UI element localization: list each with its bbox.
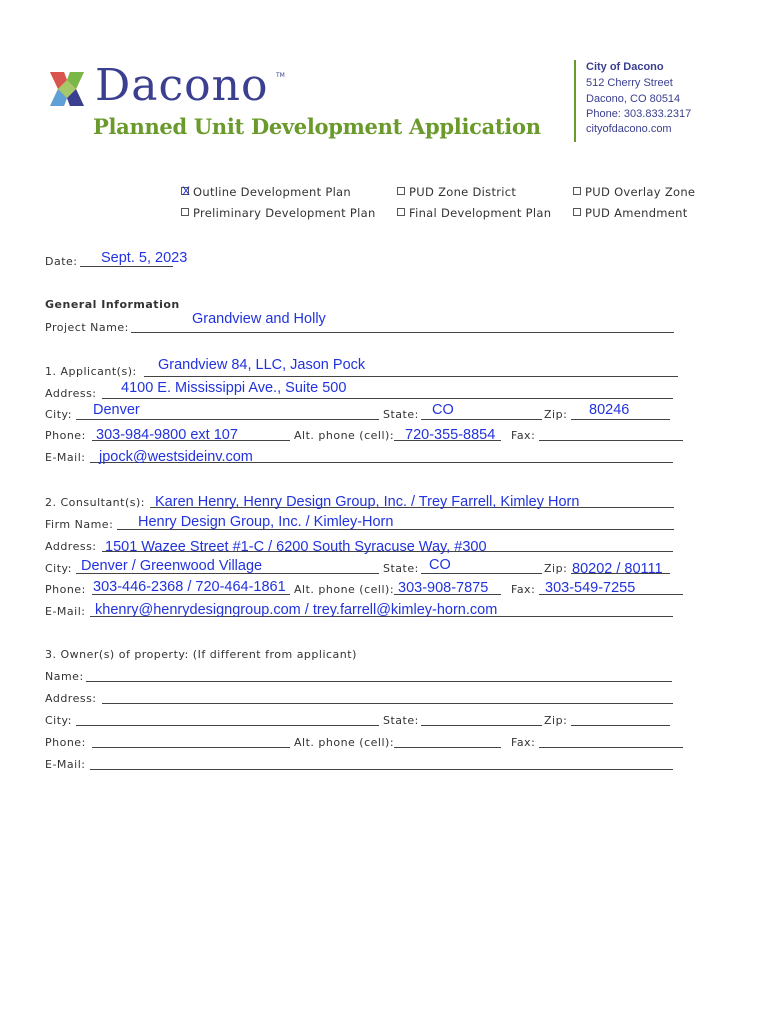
project-name-label: Project Name: bbox=[45, 321, 129, 334]
owner-state-label: State: bbox=[383, 714, 419, 727]
consultant-alt-phone-label: Alt. phone (cell): bbox=[294, 583, 395, 596]
dacono-logo-icon bbox=[46, 68, 88, 110]
contact-name: City of Dacono bbox=[586, 61, 664, 73]
owner-state-field[interactable] bbox=[421, 725, 542, 726]
option-outline-development-plan[interactable]: Outline Development Plan bbox=[181, 185, 351, 199]
applicant-name-field[interactable]: Grandview 84, LLC, Jason Pock bbox=[158, 357, 366, 373]
consultant-alt-phone-field[interactable]: 303-908-7875 bbox=[398, 580, 489, 596]
checkbox-icon[interactable] bbox=[397, 187, 405, 195]
consultant-address-field[interactable]: 1501 Wazee Street #1-C / 6200 South Syracuse Way, #300 bbox=[105, 539, 487, 555]
project-name-line bbox=[131, 332, 674, 333]
applicant-city-field[interactable]: Denver bbox=[93, 402, 140, 418]
consultant-city-label: City: bbox=[45, 562, 72, 575]
consultant-zip-label: Zip: bbox=[544, 562, 568, 575]
owner-email-label: E-Mail: bbox=[45, 758, 86, 771]
owner-zip-field[interactable] bbox=[571, 725, 670, 726]
applicant-name-line bbox=[144, 376, 678, 377]
consultant-fax-field[interactable]: 303-549-7255 bbox=[545, 580, 636, 596]
applicant-zip-label: Zip: bbox=[544, 408, 568, 421]
applicant-zip-line bbox=[571, 419, 670, 420]
applicant-alt-phone-label: Alt. phone (cell): bbox=[294, 429, 395, 442]
consultant-phone-field[interactable]: 303-446-2368 / 720-464-1861 bbox=[93, 579, 286, 595]
consultant-email-label: E-Mail: bbox=[45, 605, 86, 618]
applicant-address-label: Address: bbox=[45, 387, 97, 400]
applicant-state-field[interactable]: CO bbox=[432, 402, 454, 418]
checkbox-icon[interactable] bbox=[397, 208, 405, 216]
owner-phone-field[interactable] bbox=[92, 747, 290, 748]
applicant-heading: 1. Applicant(s): bbox=[45, 365, 137, 378]
checkbox-icon[interactable] bbox=[573, 208, 581, 216]
contact-phone: Phone: 303.833.2317 bbox=[586, 108, 692, 120]
owner-fax-label: Fax: bbox=[511, 736, 536, 749]
applicant-fax-label: Fax: bbox=[511, 429, 536, 442]
contact-website[interactable]: cityofdacono.com bbox=[586, 123, 672, 135]
consultant-name-field[interactable]: Karen Henry, Henry Design Group, Inc. / Trey Farrell, Kimley Horn bbox=[155, 494, 580, 510]
applicant-phone-field[interactable]: 303-984-9800 ext 107 bbox=[96, 427, 238, 443]
owner-alt-phone-field[interactable] bbox=[394, 747, 501, 748]
applicant-phone-label: Phone: bbox=[45, 429, 86, 442]
owner-email-field[interactable] bbox=[90, 769, 673, 770]
applicant-address-field[interactable]: 4100 E. Mississippi Ave., Suite 500 bbox=[121, 380, 347, 396]
consultant-fax-label: Fax: bbox=[511, 583, 536, 596]
owner-address-label: Address: bbox=[45, 692, 97, 705]
applicant-state-label: State: bbox=[383, 408, 419, 421]
option-final-development-plan[interactable]: Final Development Plan bbox=[397, 206, 551, 220]
owner-heading: 3. Owner(s) of property: (If different from applicant) bbox=[45, 648, 357, 661]
consultant-state-field[interactable]: CO bbox=[429, 557, 451, 573]
option-pud-zone-district[interactable]: PUD Zone District bbox=[397, 185, 516, 199]
applicant-state-line bbox=[421, 419, 542, 420]
consultant-state-label: State: bbox=[383, 562, 419, 575]
applicant-alt-phone-field[interactable]: 720-355-8854 bbox=[405, 427, 496, 443]
consultant-email-field[interactable]: khenry@henrydesigngroup.com / trey.farrell@kimley-horn.com bbox=[95, 602, 498, 618]
owner-address-field[interactable] bbox=[102, 703, 673, 704]
applicant-fax-line bbox=[539, 440, 683, 441]
header-divider bbox=[574, 60, 576, 142]
contact-city-state: Dacono, CO 80514 bbox=[586, 93, 681, 105]
consultant-zip-field[interactable]: 80202 / 80111 bbox=[572, 561, 663, 577]
applicant-city-label: City: bbox=[45, 408, 72, 421]
consultant-state-line bbox=[421, 573, 542, 574]
owner-name-field[interactable] bbox=[86, 681, 672, 682]
consultant-phone-label: Phone: bbox=[45, 583, 86, 596]
project-name-field[interactable]: Grandview and Holly bbox=[192, 311, 326, 327]
checkbox-icon[interactable] bbox=[181, 208, 189, 216]
owner-alt-phone-label: Alt. phone (cell): bbox=[294, 736, 395, 749]
option-pud-amendment[interactable]: PUD Amendment bbox=[573, 206, 688, 220]
page-title: Planned Unit Development Application bbox=[93, 114, 541, 139]
owner-city-field[interactable] bbox=[76, 725, 379, 726]
check-mark: X bbox=[182, 184, 191, 198]
applicant-email-field[interactable]: jpock@westsideinv.com bbox=[99, 449, 253, 465]
applicant-zip-field[interactable]: 80246 bbox=[589, 402, 630, 418]
option-preliminary-development-plan[interactable]: Preliminary Development Plan bbox=[181, 206, 376, 220]
date-label: Date: bbox=[45, 255, 78, 268]
owner-city-label: City: bbox=[45, 714, 72, 727]
applicant-email-label: E-Mail: bbox=[45, 451, 86, 464]
owner-fax-field[interactable] bbox=[539, 747, 683, 748]
consultant-heading: 2. Consultant(s): bbox=[45, 496, 145, 509]
firm-name-field[interactable]: Henry Design Group, Inc. / Kimley-Horn bbox=[138, 514, 394, 530]
date-line bbox=[80, 266, 173, 267]
checkbox-icon[interactable] bbox=[573, 187, 581, 195]
consultant-city-field[interactable]: Denver / Greenwood Village bbox=[81, 558, 263, 574]
consultant-address-label: Address: bbox=[45, 540, 97, 553]
brand-name: Dacono bbox=[95, 60, 269, 111]
owner-zip-label: Zip: bbox=[544, 714, 568, 727]
brand-trademark: TM bbox=[276, 72, 285, 79]
firm-name-label: Firm Name: bbox=[45, 518, 114, 531]
date-field[interactable]: Sept. 5, 2023 bbox=[101, 250, 188, 266]
owner-phone-label: Phone: bbox=[45, 736, 86, 749]
applicant-address-line bbox=[102, 398, 673, 399]
applicant-city-line bbox=[76, 419, 379, 420]
contact-street: 512 Cherry Street bbox=[586, 77, 673, 89]
option-pud-overlay-zone[interactable]: PUD Overlay Zone bbox=[573, 185, 695, 199]
general-info-heading: General Information bbox=[45, 298, 180, 311]
owner-name-label: Name: bbox=[45, 670, 84, 683]
